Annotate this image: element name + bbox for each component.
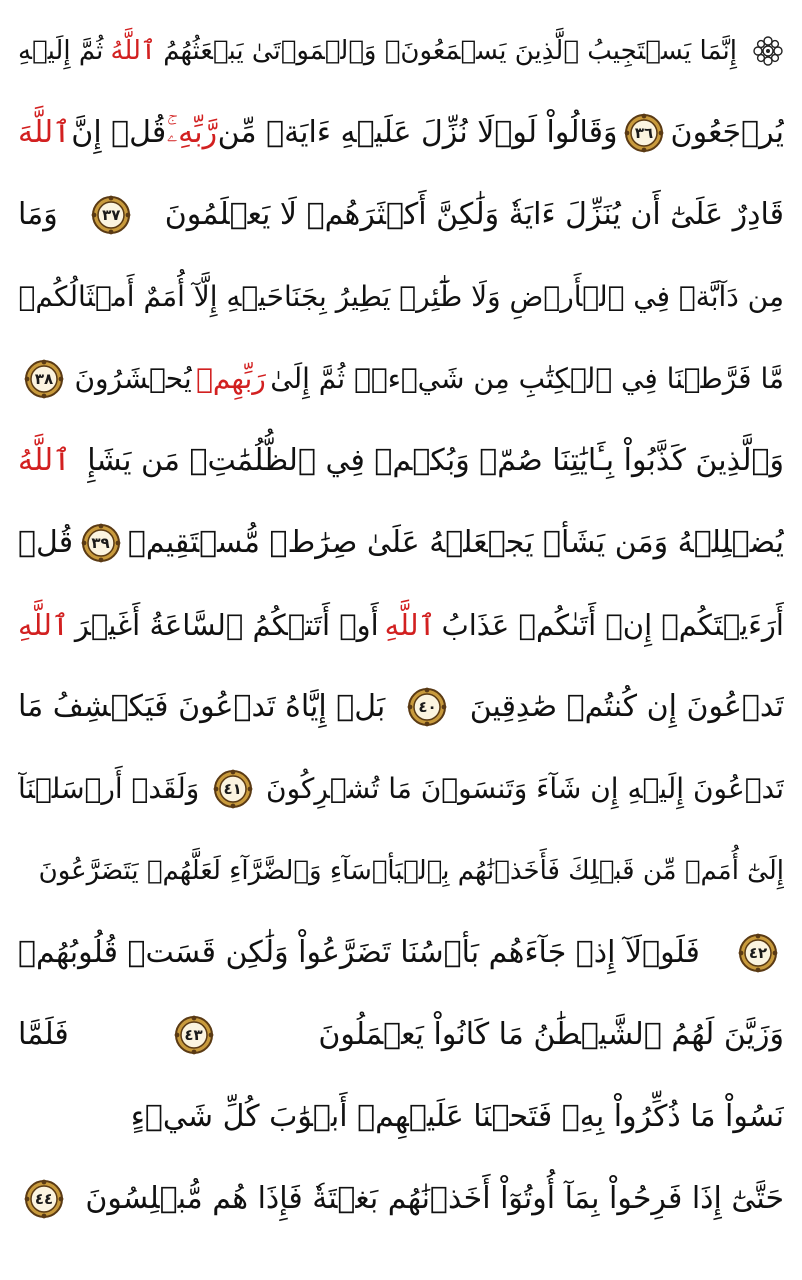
line-9-text-a: تَدۡعُونَ إِن كُنتُمۡ صَٰدِقِينَ bbox=[469, 689, 784, 724]
ayah-number: ٣٦ bbox=[634, 124, 654, 142]
line-12-text: فَلَوۡلَآ إِذۡ جَآءَهُم بَأۡسُنَا تَضَرَّعُواْ وَلَٰكِن قَسَتۡ قُلُوبُهُمۡ bbox=[18, 935, 700, 970]
text-line-4 bbox=[18, 256, 784, 338]
line-4-text: مِن دَآبَّةٖ فِي ٱلۡأَرۡضِ وَلَا طَٰٓئِرٖ يَطِيرُ بِجَنَاحَيۡهِ إِلَّآ أُمَمٌ أَمۡثَالُكُمۚ bbox=[18, 280, 784, 313]
ayah-end-marker-icon bbox=[213, 769, 253, 809]
line-2-text-b: وَقَالُواْ لَوۡلَا نُزِّلَ عَلَيۡهِ ءَايَةٞ مِّن bbox=[217, 115, 618, 150]
line-2-text-a: يُرۡجَعُونَ bbox=[670, 115, 784, 150]
line-15-text: حَتَّىٰٓ إِذَا فَرِحُواْ بِمَآ أُوتُوٓاْ أَخَذۡنَٰهُم بَغۡتَةٗ فَإِذَا هُم مُّبۡلِسُونَ bbox=[85, 1181, 784, 1216]
line-2-text-c: قُلۡ إِنَّ bbox=[71, 115, 167, 150]
divine-name: ٱللَّهُ bbox=[110, 36, 157, 66]
ayah-number: ٤٢ bbox=[748, 944, 768, 962]
line-9-text-b: بَلۡ إِيَّاهُ تَدۡعُونَ فَيَكۡشِفُ مَا bbox=[18, 689, 386, 724]
ayah-number: ٤٤ bbox=[34, 1190, 54, 1208]
divine-name: ٱللَّهِ bbox=[384, 608, 436, 642]
divine-name: ٱللَّهَ bbox=[18, 115, 71, 150]
text-line-10 bbox=[18, 748, 784, 830]
line-10-text-b: وَلَقَدۡ أَرۡسَلۡنَآ bbox=[18, 772, 200, 805]
line-10-text-a: تَدۡعُونَ إِلَيۡهِ إِن شَآءَ وَتَنسَوۡنَ مَا تُشۡرِكُونَ bbox=[266, 772, 784, 805]
line-8-text-b: أَوۡ أَتَتۡكُمُ ٱلسَّاعَةُ أَغَيۡرَ bbox=[74, 608, 379, 642]
text-line-11 bbox=[18, 830, 784, 912]
text-line-6 bbox=[18, 420, 784, 502]
ayah-end-marker-icon bbox=[407, 687, 447, 727]
text-line-7 bbox=[18, 502, 784, 584]
ayah-end-marker-icon bbox=[81, 523, 121, 563]
divine-name: ٱللَّهِ bbox=[18, 608, 69, 642]
line-3-text-b: وَمَا bbox=[18, 197, 58, 232]
divine-name: ٱللَّهُ bbox=[18, 443, 71, 478]
line-14-text: نَسُواْ مَا ذُكِّرُواْ بِهِۦ فَتَحۡنَا عَلَيۡهِمۡ أَبۡوَٰبَ كُلِّ شَيۡءٍ bbox=[130, 1099, 784, 1134]
ayah-end-marker-icon bbox=[91, 195, 131, 235]
line-13-text-a: وَزَيَّنَ لَهُمُ ٱلشَّيۡطَٰنُ مَا كَانُواْ يَعۡمَلُونَ bbox=[318, 1017, 784, 1052]
text-line-3 bbox=[18, 174, 784, 256]
text-line-8 bbox=[18, 584, 784, 666]
divine-name: رَبِّهِمۡ bbox=[196, 362, 266, 395]
line-1-text: إِنَّمَا يَسۡتَجِيبُ ٱلَّذِينَ يَسۡمَعُونَۘ وَٱلۡمَوۡتَىٰ يَبۡعَثُهُمُ bbox=[163, 36, 737, 66]
line-5-text-b: يُحۡشَرُونَ bbox=[74, 362, 192, 395]
line-6-text: وَٱلَّذِينَ كَذَّبُواْ بِـَٔايَٰتِنَا صُمّٞ وَبُكۡمٞ فِي ٱلظُّلُمَٰتِۗ مَن يَشَإِ bbox=[87, 443, 784, 478]
ayah-number: ٣٩ bbox=[91, 534, 110, 552]
ayah-end-marker-icon bbox=[24, 359, 64, 399]
line-8-text-a: أَرَءَيۡتَكُمۡ إِنۡ أَتَىٰكُمۡ عَذَابُ bbox=[441, 608, 784, 642]
divine-name: رَّبِّهِۦۚ bbox=[166, 115, 218, 150]
line-11-text: إِلَىٰٓ أُمَمٖ مِّن قَبۡلِكَ فَأَخَذۡنَٰهُم بِٱلۡبَأۡسَآءِ وَٱلضَّرَّآءِ لَعَلَّهُمۡ يَتَضَرَّعُونَ bbox=[38, 856, 784, 886]
ayah-end-marker-icon bbox=[24, 1179, 64, 1219]
text-line-1 bbox=[18, 10, 784, 92]
rosette-icon bbox=[752, 35, 784, 67]
line-3-text-a: قَادِرٌ عَلَىٰٓ أَن يُنَزِّلَ ءَايَةٗ وَلَٰكِنَّ أَكۡثَرَهُمۡ لَا يَعۡلَمُونَ bbox=[164, 197, 784, 232]
ayah-number: ٤٣ bbox=[184, 1026, 203, 1044]
text-line-5 bbox=[18, 338, 784, 420]
text-line-12 bbox=[18, 912, 784, 994]
text-line-15 bbox=[18, 1158, 784, 1240]
text-line-14 bbox=[18, 1076, 784, 1158]
ayah-end-marker-icon bbox=[624, 113, 664, 153]
text-line-9 bbox=[18, 666, 784, 748]
line-5-text-a: مَّا فَرَّطۡنَا فِي ٱلۡكِتَٰبِ مِن شَيۡءٖۚ ثُمَّ إِلَىٰ bbox=[270, 362, 784, 395]
ayah-number: ٤٠ bbox=[418, 698, 437, 716]
line-7-text-a: يُضۡلِلۡهُ وَمَن يَشَأۡ يَجۡعَلۡهُ عَلَىٰ صِرَٰطٖ مُّسۡتَقِيمٖ bbox=[127, 525, 784, 560]
verse-lines bbox=[18, 10, 784, 1240]
text-line-13 bbox=[18, 994, 784, 1076]
line-7-text-b: قُلۡ bbox=[18, 525, 74, 560]
ayah-number: ٣٧ bbox=[102, 206, 121, 224]
line-1-text-end: ثُمَّ إِلَيۡهِ bbox=[18, 36, 104, 66]
ayah-number: ٤١ bbox=[223, 780, 242, 798]
text-line-2 bbox=[18, 92, 784, 174]
ayah-number: ٣٨ bbox=[34, 370, 54, 388]
line-13-text-b: فَلَمَّا bbox=[18, 1017, 69, 1052]
ayah-end-marker-icon bbox=[738, 933, 778, 973]
ayah-end-marker-icon bbox=[174, 1015, 214, 1055]
